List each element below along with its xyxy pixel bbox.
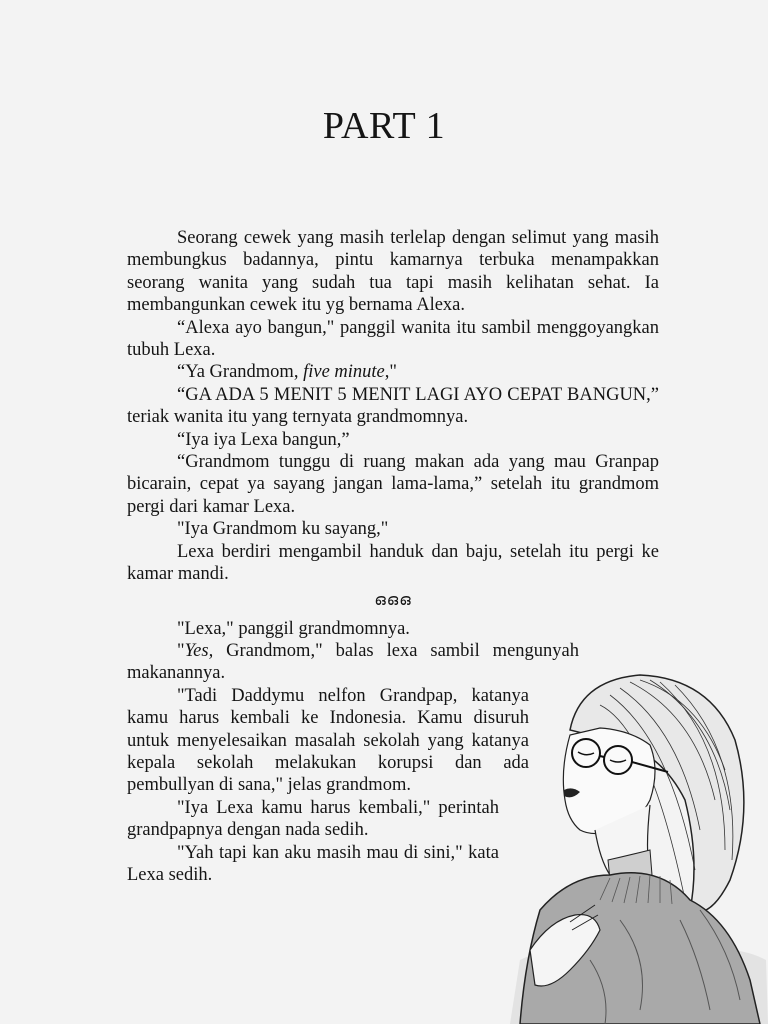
paragraph-9: "Lexa," panggil grandmomnya. [177,618,410,639]
paragraph-6: “Grandmom tunggu di ruang makan ada yang mau Granpap bicarain, cepat ya sayang jangan lama-lama,” setelah itu grandmom pergi dari kamar Lexa. [127,452,659,517]
paragraph-7: "Iya Grandmom ku sayang," [177,519,389,540]
italic-word: Yes, [184,640,214,661]
dialogue-open: " [177,640,185,661]
paragraph-11: "Tadi Daddymu nelfon Grandpap, katanya kamu harus kembali ke Indonesia. Kamu disuruh untuk menyelesaikan masalah sekolah yang katanya kepala sekolah melakukan korupsi dan ada pembullyan di sana," jelas grandmom. [127,685,529,796]
dialogue-text: “Ya Grandmom, [177,362,304,383]
paragraph-4: “GA ADA 5 MENIT 5 MENIT LAGI AYO CEPAT BANGUN,” teriak wanita itu yang ternyata grandmomnya. [127,384,659,428]
paragraph-13: "Yah tapi kan aku masih mau di sini," kata Lexa sedih. [127,842,499,885]
chapter-title: PART 1 [322,105,446,147]
dialogue-rest: Grandmom," balas lexa sambil mengunyah makanannya. [127,640,579,684]
girl-illustration [500,660,768,1024]
paragraph-5: “Iya iya Lexa bangun,” [177,429,350,450]
dialogue-end: ," [384,362,397,383]
paragraph-1: Seorang cewek yang masih terlelap dengan selimut yang masih membungkus badannya, pintu kamarnya terbuka menampakkan seorang wanita yang sudah tua tapi masih kelihatan sehat. Ia membangunkan cewek itu yg bernama Alexa. [127,228,659,316]
paragraph-2: “Alexa ayo bangun," panggil wanita itu sambil menggoyangkan tubuh Lexa. [127,317,659,361]
italic-phrase: five minute [303,362,385,383]
paragraph-3 [127,361,659,383]
paragraph-8: Lexa berdiri mengambil handuk dan baju, setelah itu pergi ke kamar mandi. [127,541,659,585]
scene-separator: ഒഒഒ [374,591,412,609]
paragraph-12: "Iya Lexa kamu harus kembali," perintah grandpapnya dengan nada sedih. [127,797,499,841]
